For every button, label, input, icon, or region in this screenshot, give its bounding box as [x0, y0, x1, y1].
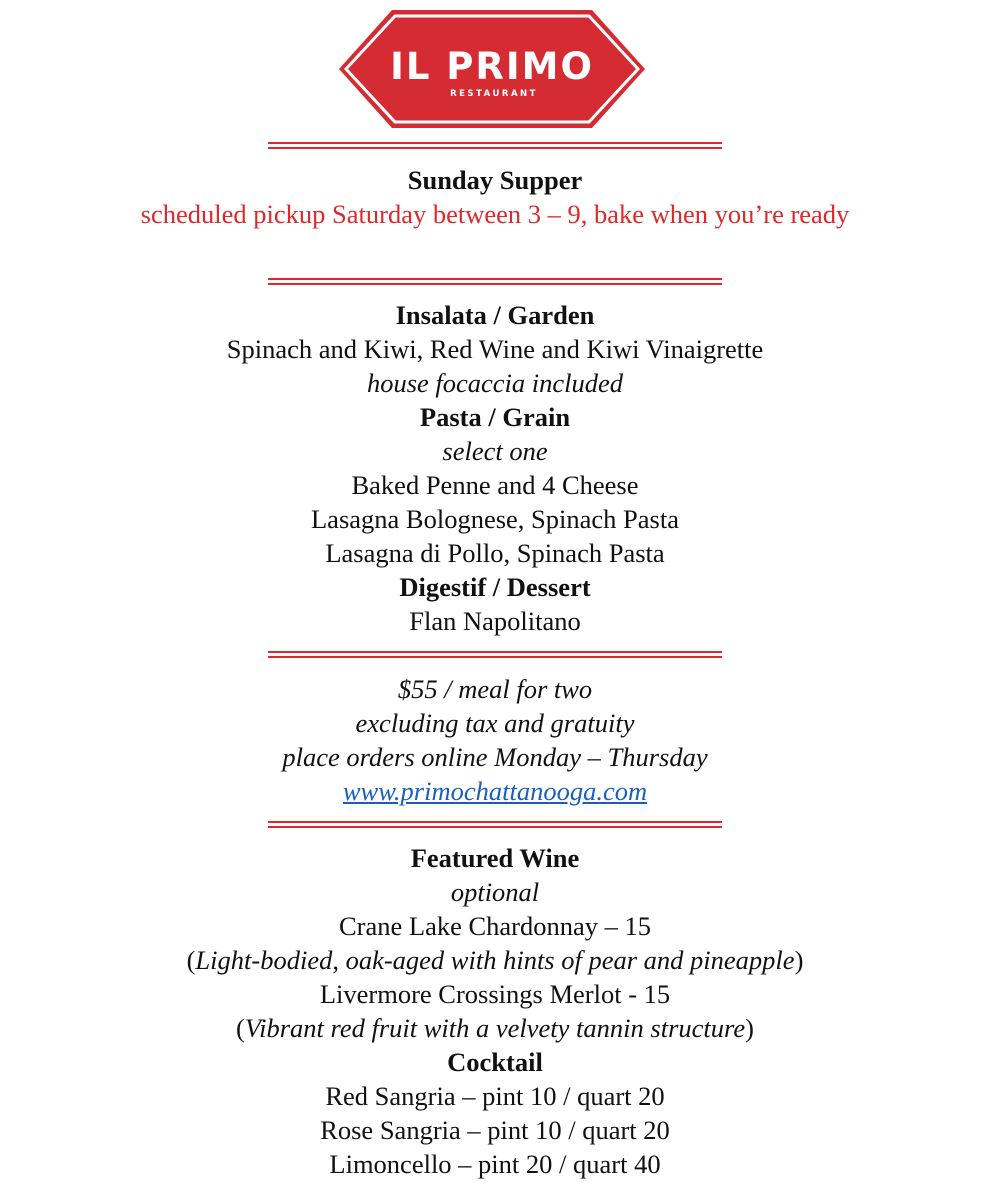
logo-subtitle: RESTAURANT	[450, 89, 538, 99]
salad-item: Spinach and Kiwi, Red Wine and Kiwi Vinaigrette	[226, 334, 764, 364]
pricing-section	[0, 672, 990, 808]
cocktail-item: Rose Sangria – pint 10 / quart 20	[320, 1115, 670, 1145]
menu-section	[0, 298, 990, 638]
dessert-heading: Digestif / Dessert	[399, 572, 591, 602]
wine-item: Livermore Crossings Merlot - 15	[319, 979, 671, 1009]
pasta-item: Baked Penne and 4 Cheese	[351, 470, 639, 500]
section-divider	[268, 820, 722, 829]
order-note: place orders online Monday – Thursday	[282, 742, 708, 772]
pickup-notice: scheduled pickup Saturday between 3 – 9, bake when you’re ready	[140, 199, 850, 229]
price-line: $55 / meal for two	[397, 674, 593, 704]
wine-heading: Featured Wine	[410, 843, 580, 873]
menu-title: Sunday Supper	[407, 165, 583, 195]
salad-heading: Insalata / Garden	[395, 300, 595, 330]
dessert-item: Flan Napolitano	[409, 606, 581, 636]
pasta-note: select one	[442, 436, 548, 466]
logo-title: IL PRIMO	[390, 45, 594, 88]
restaurant-logo	[337, 8, 647, 130]
section-divider	[268, 277, 722, 286]
tax-note: excluding tax and gratuity	[355, 708, 635, 738]
wine-description: (Vibrant red fruit with a velvety tannin structure)	[236, 1013, 754, 1043]
header-section	[0, 163, 990, 231]
salad-note: house focaccia included	[366, 368, 624, 398]
pasta-item: Lasagna Bolognese, Spinach Pasta	[311, 504, 679, 534]
cocktail-heading: Cocktail	[447, 1047, 543, 1077]
section-divider	[268, 650, 722, 659]
wine-section	[0, 841, 990, 1181]
logo-badge	[337, 8, 647, 130]
wine-item: Crane Lake Chardonnay – 15	[338, 911, 651, 941]
section-divider	[268, 141, 722, 150]
pasta-item: Lasagna di Pollo, Spinach Pasta	[325, 538, 665, 568]
pasta-heading: Pasta / Grain	[419, 402, 571, 432]
cocktail-item: Limoncello – pint 20 / quart 40	[329, 1149, 661, 1179]
cocktail-item: Red Sangria – pint 10 / quart 20	[325, 1081, 665, 1111]
website-link[interactable]: www.primochattanooga.com	[342, 776, 648, 806]
wine-note: optional	[450, 877, 540, 907]
wine-description: (Light-bodied, oak-aged with hints of pear and pineapple)	[186, 945, 804, 975]
